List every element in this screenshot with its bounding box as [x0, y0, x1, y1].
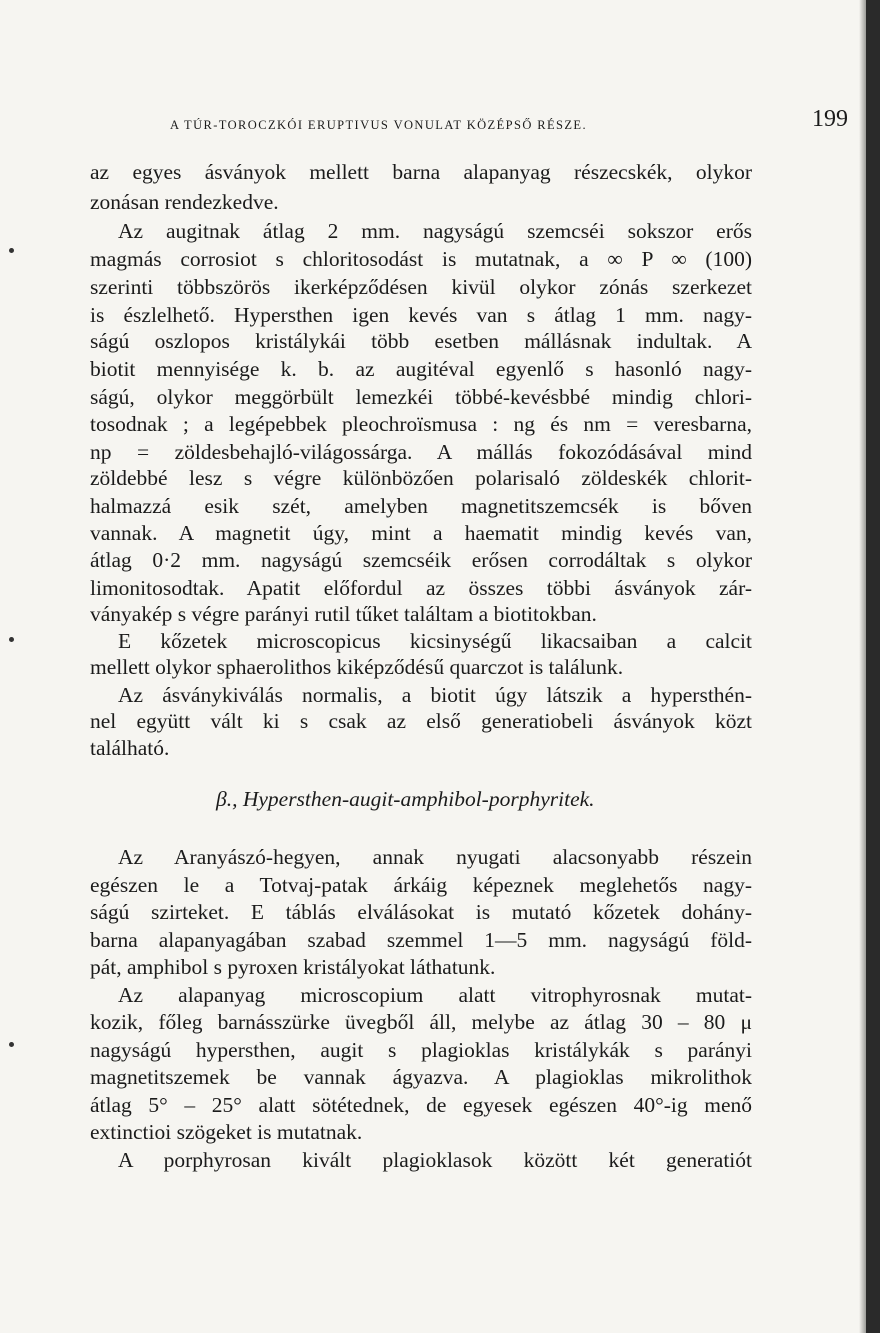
- margin-dot: [9, 637, 14, 642]
- text-line: mellett olykor sphaerolithos kiképződésű quarczot is találunk.: [90, 655, 624, 679]
- text-line: vannak. A magnetit úgy, mint a haematit mindig kevés van,: [90, 521, 752, 545]
- text-line: magnetitszemek be vannak ágyazva. A plagioklas mikrolithok: [90, 1065, 752, 1089]
- page-edge: [866, 0, 880, 1333]
- text-line: limonitosodtak. Apatit előfordul az összes többi ásványok zár-: [90, 576, 752, 600]
- text-line: E kőzetek microscopicus kicsinységű likacsaiban a calcit: [118, 629, 752, 653]
- text-line: kozik, főleg barnásszürke üvegből áll, melybe az átlag 30 – 80 μ: [90, 1010, 752, 1034]
- text-line: egészen le a Totvaj-patak árkáig képeznek meglehetős nagy-: [90, 873, 752, 897]
- text-line: magmás corrosiot s chloritosodást is mutatnak, a ∞ P ∞ (100): [90, 247, 752, 271]
- text-line: ságú, olykor meggörbült lemezkéi többé-kevésbbé mindig chlori-: [90, 385, 752, 409]
- text-line: A porphyrosan kivált plagioklasok között két generatiót: [118, 1148, 752, 1172]
- running-title: A TÚR-TOROCZKÓI ERUPTIVUS VONULAT KÖZÉPSŐ RÉSZE.: [170, 118, 587, 132]
- text-line: található.: [90, 736, 170, 760]
- text-line: nel együtt vált ki s csak az első generatiobeli ásványok közt: [90, 709, 752, 733]
- text-line: átlag 0·2 mm. nagyságú szemcséik erősen corrodáltak s olykor: [90, 548, 752, 572]
- text-line: zöldebbé lesz s végre különbözően polarisaló zöldeskék chlorit-: [90, 466, 752, 490]
- text-line: szerinti többszörös ikerképződésen kivül olykor zónás szerkezet: [90, 275, 752, 299]
- text-line: tosodnak ; a legépebbek pleochroïsmusa : ng és nm = veresbarna,: [90, 412, 752, 436]
- section-heading: β., Hypersthen-augit-amphibol-porphyritek.: [216, 787, 595, 811]
- text-line: ságú szirteket. E táblás elválásokat is mutató kőzetek dohány-: [90, 900, 752, 924]
- text-line: halmazzá esik szét, amelyben magnetitszemcsék is bőven: [90, 494, 752, 518]
- text-line: barna alapanyagában szabad szemmel 1—5 mm. nagyságú föld-: [90, 928, 752, 952]
- text-line: np = zöldesbehajló-világossárga. A mállás fokozódásával mind: [90, 440, 752, 464]
- page-edge-shadow: [859, 0, 866, 1333]
- text-line: Az ásványkiválás normalis, a biotit úgy látszik a hypersthén-: [118, 683, 752, 707]
- margin-dot: [9, 1042, 14, 1047]
- margin-dot: [9, 248, 14, 253]
- text-line: nagyságú hypersthen, augit s plagioklas kristálykák s parányi: [90, 1038, 752, 1062]
- text-line: pát, amphibol s pyroxen kristályokat láthatunk.: [90, 955, 496, 979]
- text-line: is észlelhető. Hypersthen igen kevés van s átlag 1 mm. nagy-: [90, 303, 752, 327]
- text-line: átlag 5° – 25° alatt sötétednek, de egyesek egészen 40°-ig menő: [90, 1093, 752, 1117]
- text-line: Az Aranyászó-hegyen, annak nyugati alacsonyabb részein: [118, 845, 752, 869]
- text-line: zonásan rendezkedve.: [90, 190, 279, 214]
- text-line: biotit mennyisége k. b. az augitéval egyenlő s hasonló nagy-: [90, 357, 752, 381]
- text-line: ságú oszlopos kristálykái több esetben mállásnak indultak. A: [90, 329, 752, 353]
- page-number: 199: [812, 106, 848, 132]
- text-line: Az augitnak átlag 2 mm. nagyságú szemcséi sokszor erős: [118, 219, 752, 243]
- text-line: extinctioi szögeket is mutatnak.: [90, 1120, 363, 1144]
- text-line: ványakép s végre parányi rutil tűket találtam a biotitokban.: [90, 602, 597, 626]
- text-line: az egyes ásványok mellett barna alapanyag részecskék, olykor: [90, 160, 752, 184]
- text-line: Az alapanyag microscopium alatt vitrophyrosnak mutat-: [118, 983, 752, 1007]
